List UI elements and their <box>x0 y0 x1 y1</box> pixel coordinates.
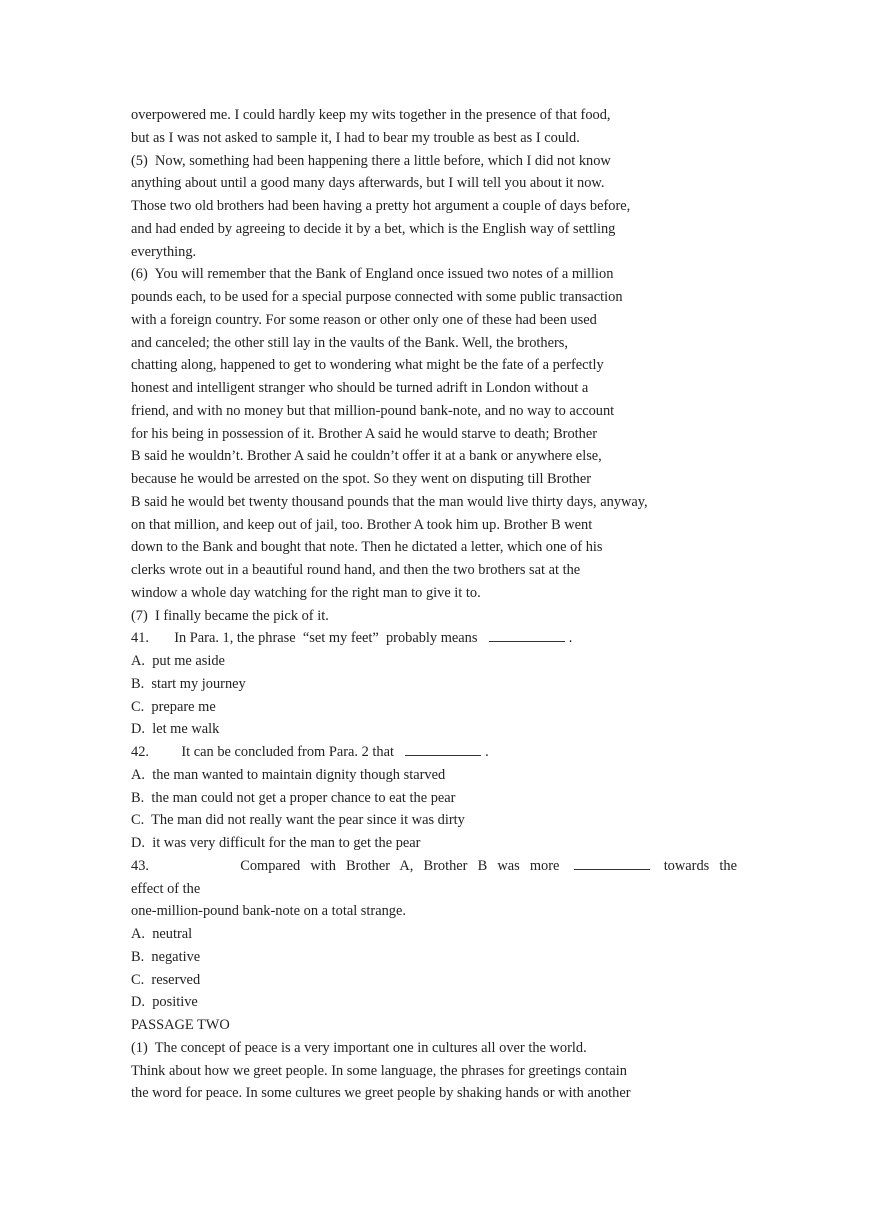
option-letter: B. <box>131 948 145 965</box>
option-d[interactable] <box>131 832 737 855</box>
option-text: put me aside <box>152 653 225 669</box>
paragraph-5 <box>131 150 737 264</box>
option-c[interactable] <box>131 969 737 992</box>
option-text: it was very difficult for the man to get the pear <box>152 835 421 851</box>
text-line: everything. <box>131 243 197 260</box>
document-page <box>131 104 737 1105</box>
text-line: (1) The concept of peace is a very important one in cultures all over the world. <box>131 1039 587 1056</box>
text-line: (7) I finally became the pick of it. <box>131 607 329 624</box>
option-text: start my journey <box>151 675 246 692</box>
option-text: neutral <box>152 926 193 942</box>
text-line: overpowered me. I could hardly keep my wits together in the presence of that food, <box>131 107 611 123</box>
question-text-after: towards the <box>663 857 737 874</box>
option-letter: B. <box>131 789 145 806</box>
option-c[interactable] <box>131 696 737 719</box>
question-number: 43. <box>131 857 149 874</box>
option-letter: D. <box>131 994 145 1011</box>
option-d[interactable] <box>131 991 737 1014</box>
question-number: 41. <box>131 630 149 647</box>
question-end: . <box>485 744 489 760</box>
text-line: on that million, and keep out of jail, too. Brother A took him up. Brother B went <box>131 516 593 533</box>
question-41-stem <box>131 627 737 650</box>
question-end: . <box>568 630 573 647</box>
answer-blank[interactable] <box>574 855 650 870</box>
text-line: B said he would bet twenty thousand pounds that the man would live thirty days, anyway, <box>131 493 648 510</box>
question-text: In Para. 1, the phrase “set my feet” probably means <box>174 630 478 647</box>
question-number: 42. <box>131 744 149 760</box>
paragraph-7 <box>131 605 737 628</box>
question-42-stem <box>131 741 737 764</box>
text-line: down to the Bank and bought that note. Then he dictated a letter, which one of his <box>131 539 603 556</box>
text-line: (6) You will remember that the Bank of England once issued two notes of a million <box>131 266 614 283</box>
option-letter: A. <box>131 653 145 669</box>
option-c[interactable] <box>131 809 737 832</box>
text-line: Think about how we greet people. In some language, the phrases for greetings contain <box>131 1062 627 1079</box>
text-line: chatting along, happened to get to wondering what might be the fate of a perfectly <box>131 357 604 374</box>
option-b[interactable] <box>131 787 737 810</box>
paragraph-4-end <box>131 104 737 150</box>
text-line: pounds each, to be used for a special purpose connected with some public transaction <box>131 289 623 305</box>
option-text: reserved <box>151 971 201 988</box>
text-line: honest and intelligent stranger who should be turned adrift in London without a <box>131 380 589 396</box>
option-letter: C. <box>131 812 145 829</box>
option-a[interactable] <box>131 923 737 946</box>
text-line: friend, and with no money but that million-pound bank-note, and no way to account <box>131 402 615 419</box>
text-line: because he would be arrested on the spot. So they went on disputing till Brother <box>131 471 592 487</box>
option-text: prepare me <box>151 698 216 715</box>
option-letter: D. <box>131 835 145 851</box>
option-text: The man did not really want the pear since it was dirty <box>151 812 465 829</box>
option-a[interactable] <box>131 764 737 787</box>
text-line: and canceled; the other still lay in the vaults of the Bank. Well, the brothers, <box>131 334 568 351</box>
option-letter: C. <box>131 971 145 988</box>
option-text: let me walk <box>152 721 220 738</box>
text-line: Those two old brothers had been having a pretty hot argument a couple of days before, <box>131 198 631 214</box>
option-letter: A. <box>131 926 145 942</box>
text-line: anything about until a good many days afterwards, but I will tell you about it now. <box>131 175 605 192</box>
option-d[interactable] <box>131 718 737 741</box>
text-line: and had ended by agreeing to decide it by a bet, which is the English way of settling <box>131 220 616 237</box>
answer-blank[interactable] <box>489 627 565 642</box>
option-text: the man wanted to maintain dignity though starved <box>152 766 446 783</box>
question-43-line-3: one-million-pound bank-note on a total strange. <box>131 903 406 920</box>
option-text: the man could not get a proper chance to eat the pear <box>151 789 456 806</box>
question-text: Compared with Brother A, Brother B was more <box>240 857 560 874</box>
option-letter: C. <box>131 698 145 715</box>
option-a[interactable] <box>131 650 737 673</box>
option-letter: D. <box>131 721 145 738</box>
text-line: B said he wouldn’t. Brother A said he couldn’t offer it at a bank or anywhere else, <box>131 448 602 465</box>
text-line: clerks wrote out in a beautiful round hand, and then the two brothers sat at the <box>131 562 581 578</box>
answer-blank[interactable] <box>405 741 481 756</box>
text-line: (5) Now, something had been happening there a little before, which I did not know <box>131 152 611 169</box>
option-b[interactable] <box>131 946 737 969</box>
question-43-line-2: effect of the <box>131 880 201 897</box>
passage-two-paragraph-1 <box>131 1037 737 1105</box>
option-text: negative <box>151 948 201 965</box>
option-text: positive <box>152 994 198 1011</box>
text-line: for his being in possession of it. Brother A said he would starve to death; Brother <box>131 425 598 442</box>
text-line: the word for peace. In some cultures we greet people by shaking hands or with another <box>131 1085 631 1102</box>
passage-two-heading: PASSAGE TWO <box>131 1017 230 1033</box>
option-letter: A. <box>131 766 145 783</box>
question-text: It can be concluded from Para. 2 that <box>181 744 394 760</box>
option-b[interactable] <box>131 673 737 696</box>
text-line: window a whole day watching for the right man to give it to. <box>131 584 481 601</box>
paragraph-6 <box>131 263 737 604</box>
question-43-stem <box>131 855 737 878</box>
text-line: but as I was not asked to sample it, I had to bear my trouble as best as I could. <box>131 129 580 146</box>
text-line: with a foreign country. For some reason or other only one of these had been used <box>131 311 597 328</box>
option-letter: B. <box>131 675 145 692</box>
